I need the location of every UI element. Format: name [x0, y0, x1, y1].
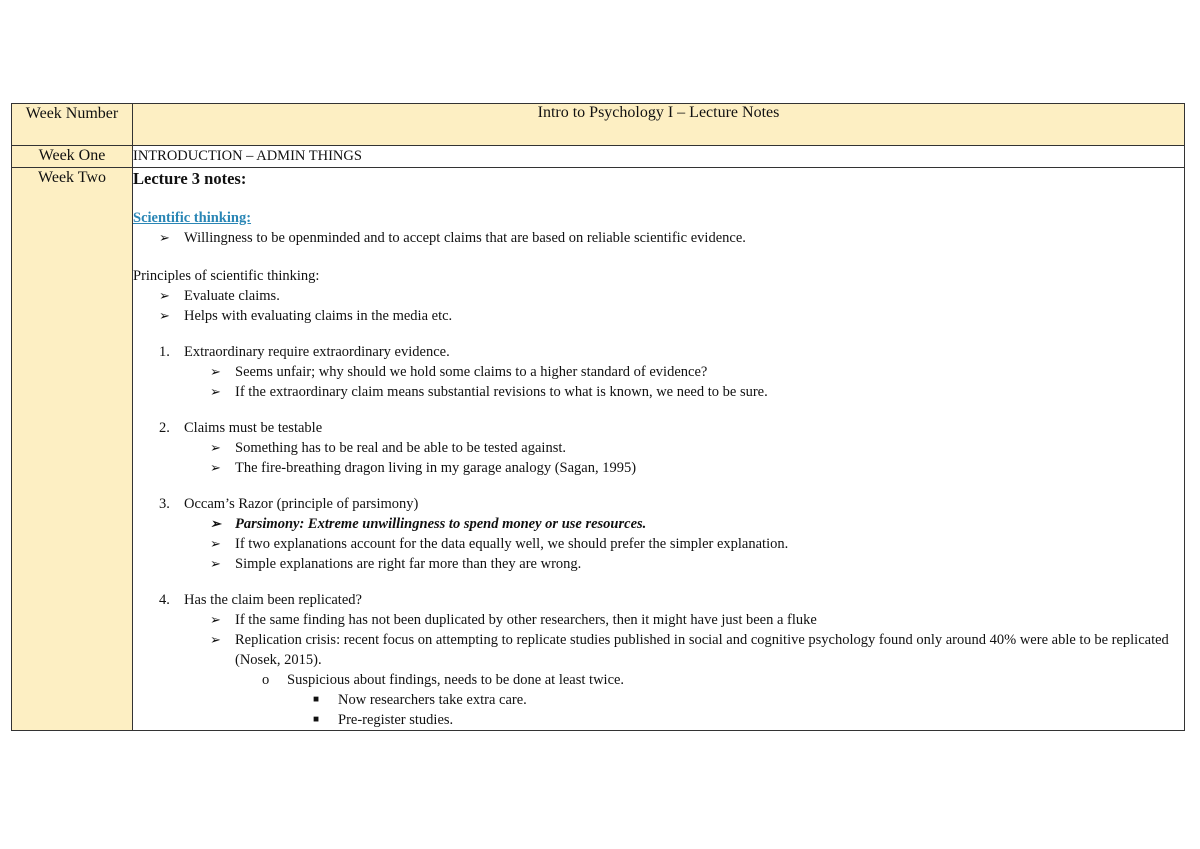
- circle-bullet-icon: o: [262, 672, 270, 688]
- week-one-content: INTRODUCTION – ADMIN THINGS: [133, 146, 1185, 168]
- arrow-bullet-icon: ➢: [159, 230, 170, 245]
- list-item: [133, 362, 1184, 382]
- list-item: [133, 286, 1184, 306]
- lecture-notes-table: [11, 103, 1185, 731]
- arrow-bullet-icon: ➢: [159, 288, 170, 303]
- arrow-bullet-icon: ➢: [210, 460, 221, 475]
- numbered-item: [133, 418, 1184, 438]
- arrow-bullet-icon: ➢: [210, 384, 221, 399]
- list-item: [133, 534, 1184, 554]
- list-item: [133, 630, 1184, 670]
- list-item-text: Helps with evaluating claims in the media etc.: [184, 308, 453, 324]
- list-item-text: Now researchers take extra care.: [338, 692, 527, 708]
- arrow-bullet-icon: ➢: [210, 440, 221, 455]
- list-item: [133, 610, 1184, 630]
- arrow-bullet-icon: ➢: [210, 632, 221, 647]
- arrow-bullet-icon: ➢: [210, 516, 221, 531]
- list-item-text: Replication crisis: recent focus on attempting to replicate studies published in social and cognitive psychology found only around 40% were able to be replicated (Nosek, 2015).: [235, 632, 1169, 668]
- list-item: [133, 382, 1184, 402]
- table-row: [12, 168, 1185, 731]
- square-bullet-icon: ■: [313, 714, 320, 725]
- section-heading: [133, 208, 1184, 228]
- arrow-bullet-icon: ➢: [210, 612, 221, 627]
- arrow-bullet-icon: ➢: [210, 536, 221, 551]
- list-item-text: If the extraordinary claim means substantial revisions to what is known, we need to be sure.: [235, 384, 768, 400]
- list-item: [133, 306, 1184, 326]
- list-item-text: Willingness to be openminded and to accept claims that are based on reliable scientific evidence.: [184, 230, 746, 246]
- list-item: [133, 690, 1184, 710]
- list-item: [133, 670, 1184, 690]
- table-row: [12, 146, 1185, 168]
- list-item-text: Seems unfair; why should we hold some claims to a higher standard of evidence?: [235, 364, 708, 380]
- week-label: Week One: [12, 146, 133, 168]
- item-number: 4.: [159, 592, 170, 608]
- table-header-row: [12, 104, 1185, 146]
- list-item-text: Suspicious about findings, needs to be done at least twice.: [287, 672, 625, 688]
- week-label: Week Two: [12, 168, 133, 731]
- list-item-text: Parsimony: Extreme unwillingness to spend money or use resources.: [235, 516, 647, 532]
- list-item-text: If two explanations account for the data equally well, we should prefer the simpler explanation.: [235, 536, 789, 552]
- square-bullet-icon: ■: [313, 694, 320, 705]
- item-text: Extraordinary require extraordinary evidence.: [184, 344, 450, 360]
- item-number: 2.: [159, 420, 170, 436]
- arrow-bullet-icon: ➢: [210, 556, 221, 571]
- list-item: [133, 514, 1184, 534]
- list-item-text: Simple explanations are right far more than they are wrong.: [235, 556, 582, 572]
- week-number-header: Week Number: [12, 104, 133, 146]
- list-item: [133, 710, 1184, 730]
- item-text: Has the claim been replicated?: [184, 592, 362, 608]
- item-text: Claims must be testable: [184, 420, 323, 436]
- list-item-text: The fire-breathing dragon living in my garage analogy (Sagan, 1995): [235, 460, 637, 476]
- list-item-text: Evaluate claims.: [184, 288, 280, 304]
- list-item-text: Something has to be real and be able to be tested against.: [235, 440, 566, 456]
- numbered-item: [133, 590, 1184, 610]
- document-title: Intro to Psychology I – Lecture Notes: [133, 104, 1185, 146]
- list-item: [133, 228, 1184, 248]
- numbered-item: [133, 342, 1184, 362]
- lecture-title: Lecture 3 notes:: [133, 169, 247, 188]
- week-two-content: [133, 168, 1185, 731]
- list-item: [133, 438, 1184, 458]
- arrow-bullet-icon: ➢: [159, 308, 170, 323]
- item-number: 3.: [159, 496, 170, 512]
- item-text: Occam’s Razor (principle of parsimony): [184, 496, 419, 512]
- list-item-text: Pre-register studies.: [338, 712, 454, 728]
- list-item: [133, 458, 1184, 478]
- numbered-item: [133, 494, 1184, 514]
- principles-heading: Principles of scientific thinking:: [133, 268, 320, 284]
- list-item: [133, 554, 1184, 574]
- list-item-text: If the same finding has not been duplicated by other researchers, then it might have just been a fluke: [235, 612, 817, 628]
- scientific-thinking-link[interactable]: Scientific thinking:: [133, 210, 252, 226]
- arrow-bullet-icon: ➢: [210, 364, 221, 379]
- item-number: 1.: [159, 344, 170, 360]
